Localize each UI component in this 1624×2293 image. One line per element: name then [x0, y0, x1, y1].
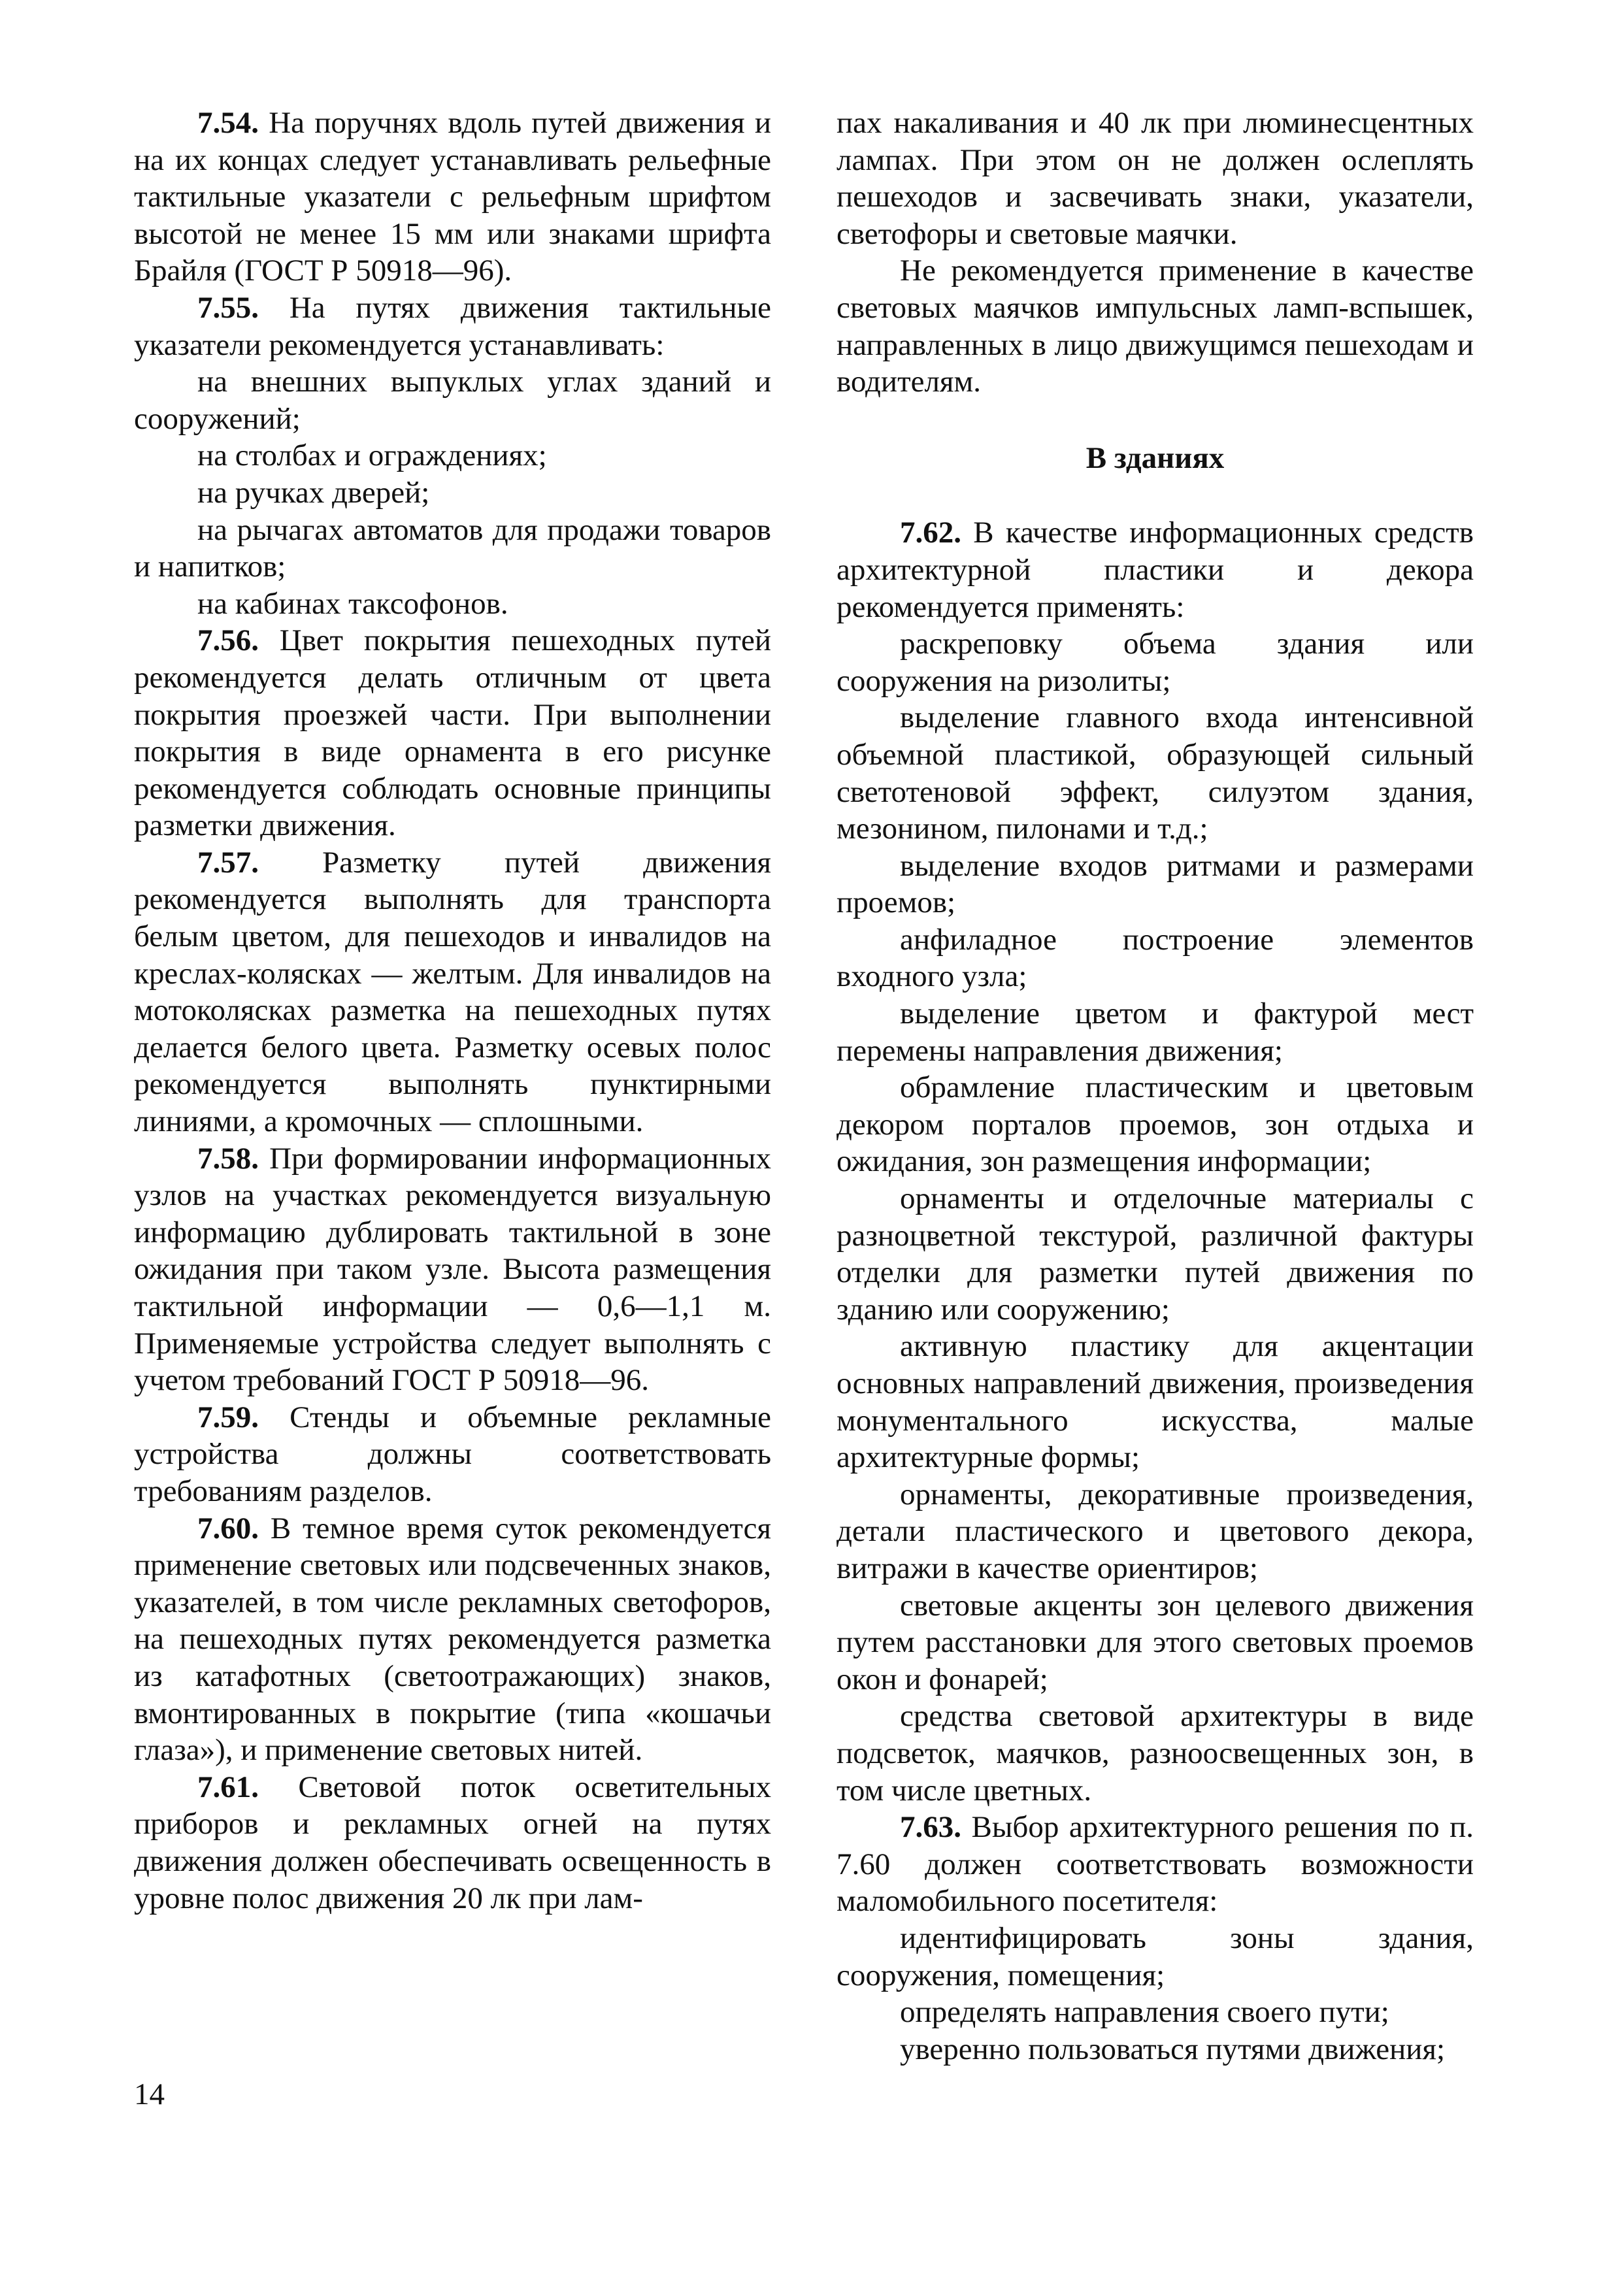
list-item: орнаменты и отделочные материалы с разноцветной текстурой, различной фактуры отделки для разметки путей движения по зданию или сооружению;: [837, 1181, 1474, 1327]
paragraph-text: В темное время суток рекомендуется применение световых или подсвеченных знаков, указателей, в том числе рекламных светофоров, на пешеходных путях рекомендуется разметка из катафотных (светоотражающих) знаков, вмонтированных в покрытие (типа «кошачьи глаза»), и применение световых нитей.: [134, 1511, 771, 1768]
paragraph-text: Цвет покрытия пешеходных путей рекомендуется делать отличным от цвета покрытия проезжей части. При выполнении покрытия в виде орнамента в его рисунке рекомендуется соблюдать основные принципы разметки движения.: [134, 623, 771, 843]
paragraph-text: На путях движения тактильные указатели рекомендуется устанавливать:: [134, 290, 771, 362]
paragraph-text: на кабинах таксофонов.: [197, 586, 508, 621]
paragraph: Не рекомендуется применение в качестве световых маячков импульсных ламп-вспышек, направленных в лицо движущимся пешеходам и водителям.: [837, 254, 1474, 399]
numbered-paragraph: [134, 1140, 771, 1399]
list-item: активную пластику для акцентации основных направлений движения, произведения монументального искусства, малые архитектурные формы;: [837, 1329, 1474, 1475]
paragraph-text: При формировании информационных узлов на участках рекомендуется визуальную информацию дублировать тактильной в зоне ожидания при таком узле. Высота размещения тактильной информации — 0,6—1,1 м. Применяемые устройства следует выполнять с учетом требований ГОСТ Р 50918—96.: [134, 1141, 771, 1398]
paragraph-number: 7.59.: [197, 1400, 259, 1434]
numbered-paragraph: [134, 1399, 771, 1510]
section-heading: В зданиях: [1085, 440, 1225, 475]
paragraph-7-63: [837, 1809, 1474, 1920]
paragraph-number: 7.62.: [900, 516, 961, 550]
paragraph-number: 7.63.: [900, 1810, 961, 1845]
numbered-paragraph: [134, 289, 771, 363]
paragraph-text: Выбор архитектурного решения по п. 7.60 должен соответствовать возможности маломобильного посетителя:: [837, 1810, 1474, 1919]
list-item: определять направления своего пути;: [900, 1995, 1389, 2030]
list-item: [134, 474, 771, 512]
list-item: [134, 363, 771, 437]
continued-paragraph: пах накаливания и 40 лк при люминесцентных лампах. При этом он не должен ослеплять пешеходов и засвечивать знаки, указатели, светофоры и световые маячки.: [837, 106, 1474, 251]
list-item: анфиладное построение элементов входного узла;: [837, 922, 1474, 994]
paragraph-text: В качестве информационных средств архитектурной пластики и декора рекомендуется применять:: [837, 516, 1474, 624]
paragraph-number: 7.56.: [197, 623, 259, 658]
list-item: раскреповку объема здания или сооружения на ризолиты;: [837, 627, 1474, 698]
numbered-paragraph: [134, 1769, 771, 1917]
list-item: орнаменты, декоративные произведения, детали пластического и цветового декора, витражи в качестве ориентиров;: [837, 1477, 1474, 1585]
numbered-paragraph: [134, 622, 771, 844]
list-7-63: [837, 1920, 1474, 2068]
list-7-62: [837, 625, 1474, 1809]
left-column: [134, 105, 771, 1917]
paragraph-7-62: [837, 514, 1474, 625]
numbered-paragraph: [134, 844, 771, 1140]
list-item: уверенно пользоваться путями движения;: [900, 2032, 1446, 2066]
list-item: [134, 437, 771, 474]
paragraph-number: 7.58.: [197, 1141, 259, 1176]
numbered-paragraph: [134, 1510, 771, 1769]
list-item: [134, 512, 771, 586]
paragraph-text: Разметку путей движения рекомендуется выполнять для транспорта белым цветом, для пешеходов и инвалидов на креслах-колясках — желтым. Для инвалидов на мотоколясках разметка на пешеходных путях делается белого цвета. Разметку осевых полос рекомендуется выполнять пунктирными линиями, а кромочных — сплошными.: [134, 845, 771, 1139]
paragraph-number: 7.54.: [197, 106, 259, 140]
paragraph-number: 7.61.: [197, 1770, 259, 1804]
list-item: выделение главного входа интенсивной объемной пластикой, образующей сильный светотеновой эффект, силуэтом здания, мезонином, пилонами и т.д.;: [837, 701, 1474, 846]
paragraph-number: 7.57.: [197, 845, 259, 880]
list-item: [134, 586, 771, 623]
list-item: выделение цветом и фактурой мест перемены направления движения;: [837, 997, 1474, 1068]
paragraph-text: на внешних выпуклых углах зданий и сооружений;: [134, 365, 771, 436]
paragraph-text: Световой поток осветительных приборов и рекламных огней на путях движения должен обеспечивать освещенность в уровне полос движения 20 лк при лам-: [134, 1770, 771, 1915]
list-item: идентифицировать зоны здания, сооружения, помещения;: [837, 1921, 1474, 1992]
list-item: выделение входов ритмами и размерами проемов;: [837, 848, 1474, 920]
paragraph-text: Стенды и объемные рекламные устройства должны соответствовать требованиям разделов.: [134, 1400, 771, 1508]
page-number: 14: [134, 2077, 165, 2111]
list-item: средства световой архитектуры в виде подсветок, маячков, разноосвещенных зон, в том числе цветных.: [837, 1699, 1474, 1807]
paragraph-number: 7.60.: [197, 1511, 259, 1545]
list-item: обрамление пластическим и цветовым декором порталов проемов, зон отдыха и ожидания, зон размещения информации;: [837, 1070, 1474, 1179]
numbered-paragraph: [134, 105, 771, 289]
paragraph-number: 7.55.: [197, 290, 259, 325]
right-column: [837, 105, 1474, 2068]
paragraph-text: на рычагах автоматов для продажи товаров и напитков;: [134, 512, 771, 584]
paragraph-text: На поручнях вдоль путей движения и на их концах следует устанавливать рельефные тактильные указатели с рельефным шрифтом высотой не менее 15 мм или знаками шрифта Брайля (ГОСТ Р 50918—96).: [134, 106, 771, 288]
list-item: световые акценты зон целевого движения путем расстановки для этого световых проемов окон и фонарей;: [837, 1588, 1474, 1696]
paragraph-text: на столбах и ограждениях;: [197, 438, 547, 473]
paragraph-text: на ручках дверей;: [197, 475, 430, 510]
